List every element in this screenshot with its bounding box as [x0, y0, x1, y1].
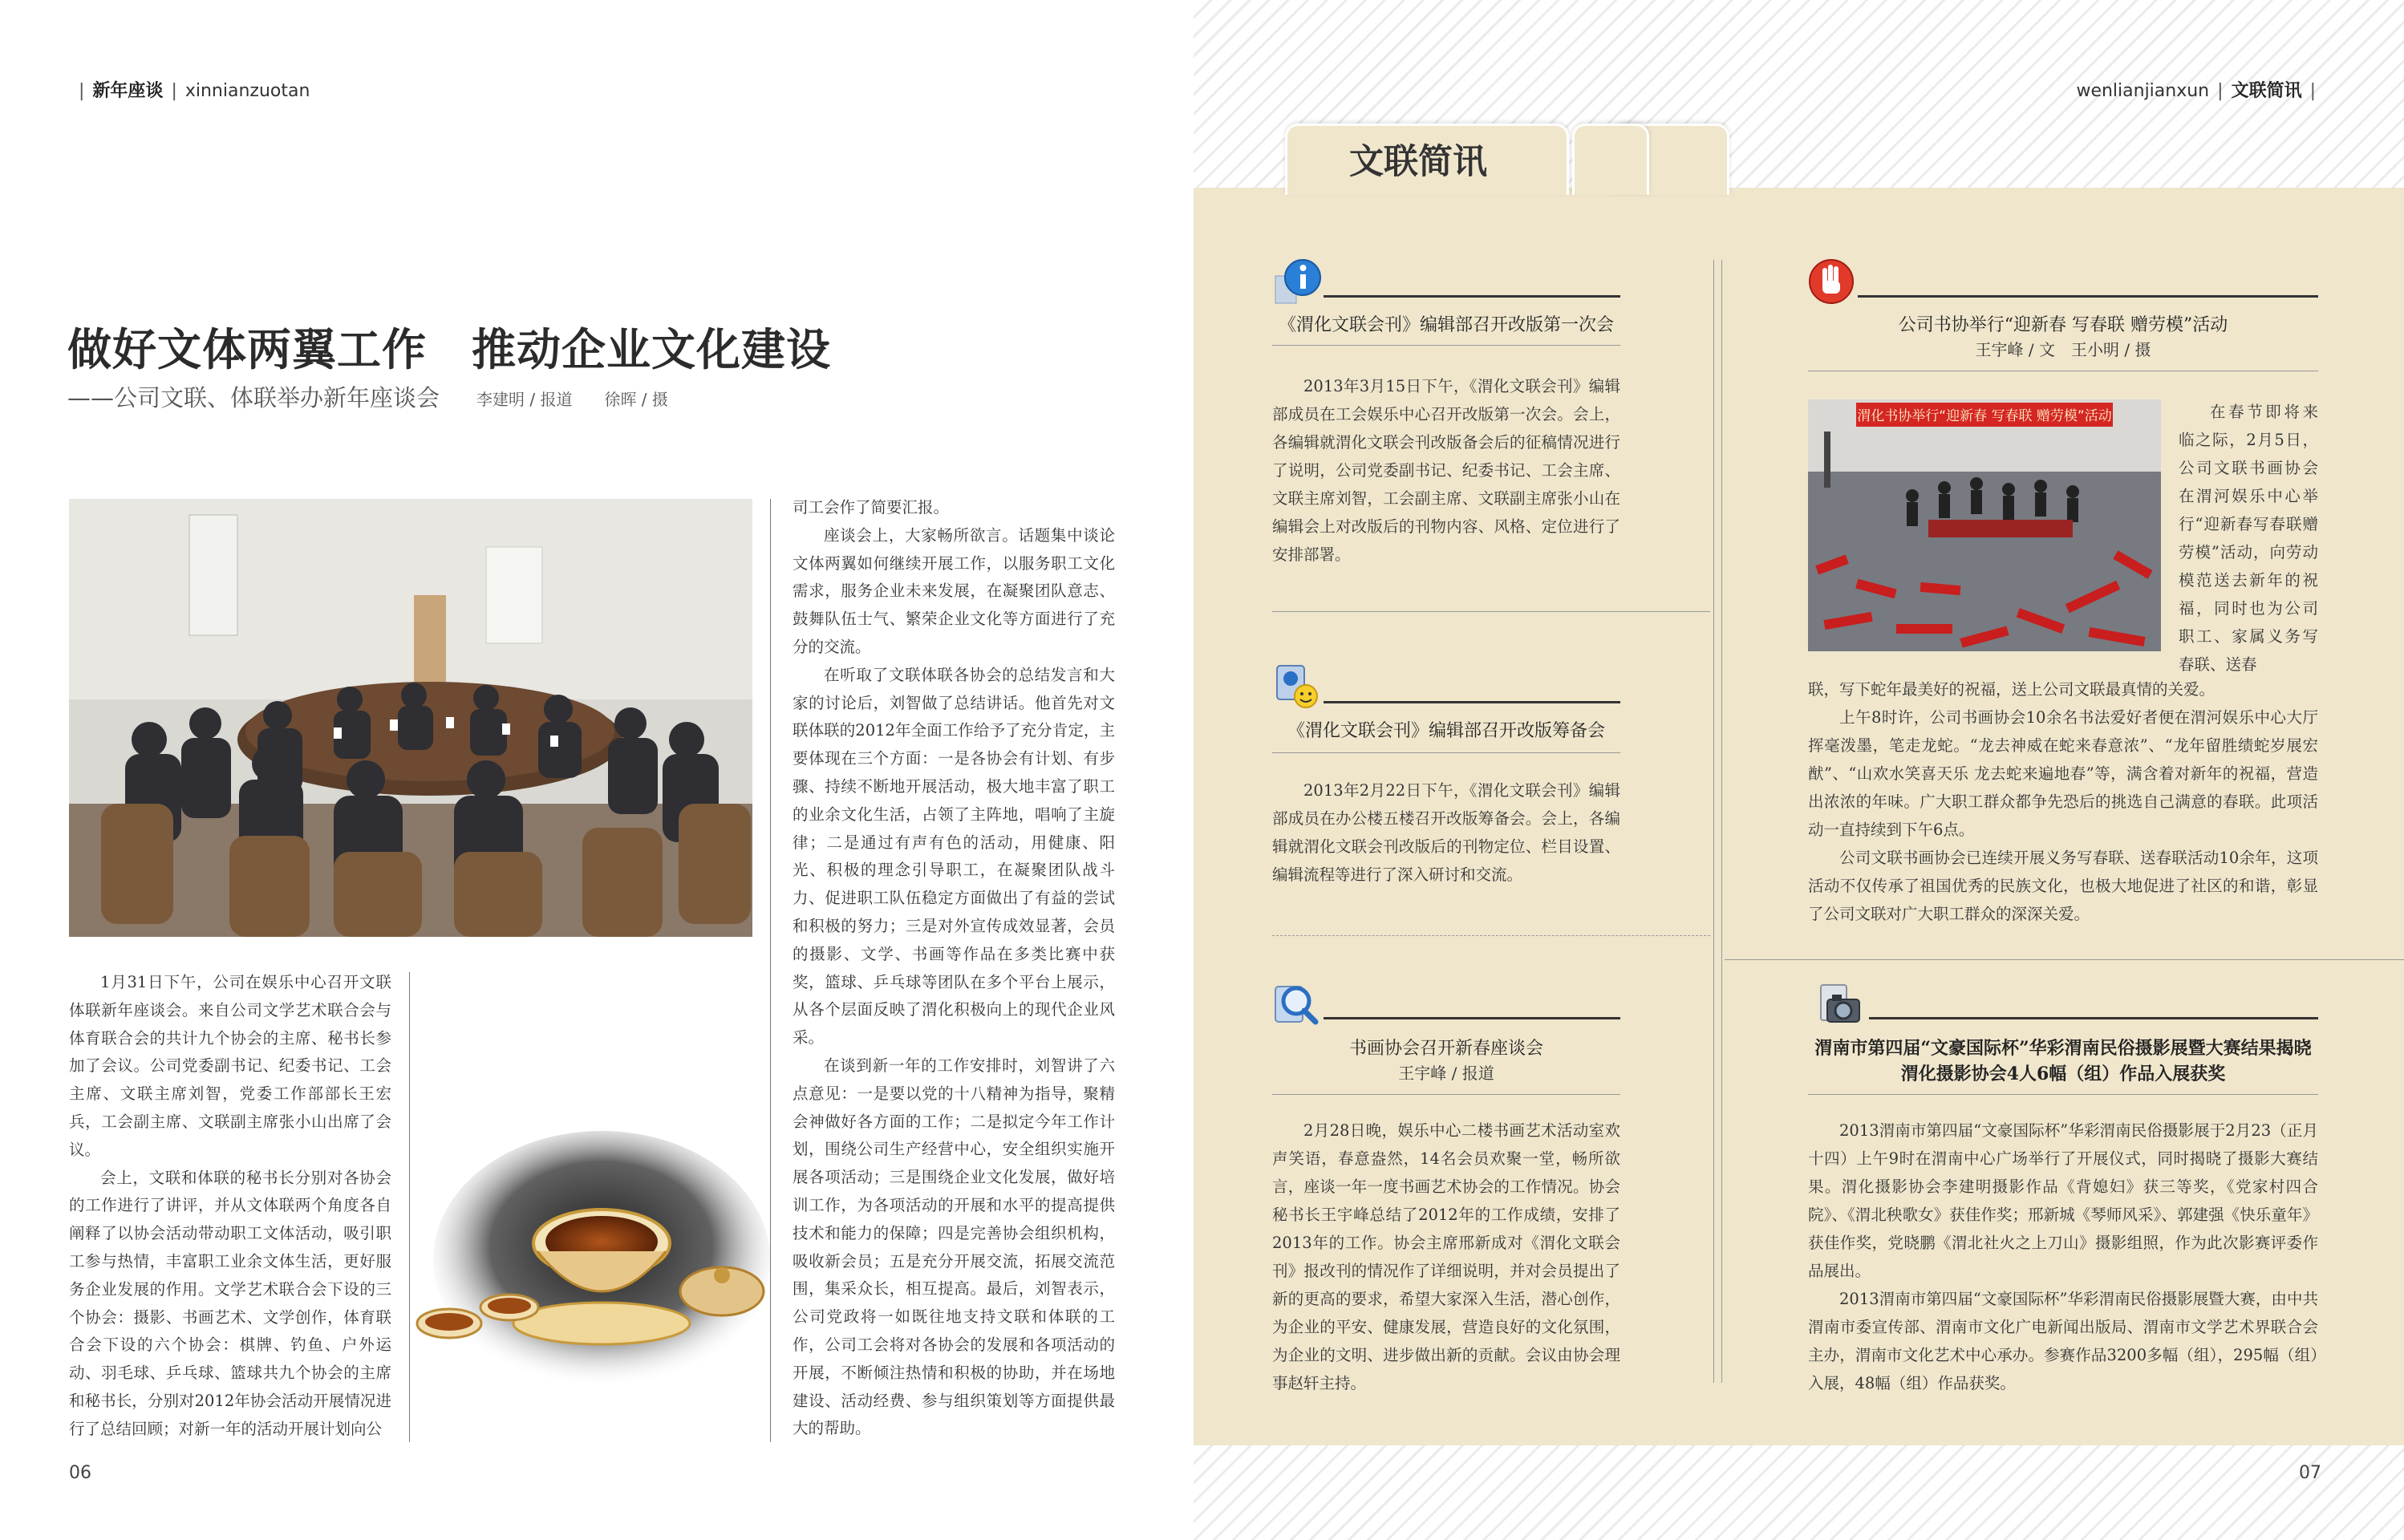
section-rule [1858, 295, 2318, 298]
news-author-3: 王宇峰 / 报道 [1398, 1064, 1494, 1083]
camera-icon [1816, 979, 1866, 1028]
news-column-divider [1713, 260, 1714, 1383]
title-underline [1272, 1094, 1620, 1095]
column-divider [770, 499, 771, 1442]
news-title-5: 渭南市第四届“文豪国际杯”华彩渭南民俗摄影展暨大赛结果揭晓 [1814, 1038, 2312, 1059]
page-number-right: 07 [2299, 1463, 2321, 1483]
news-paragraph: 2013年3月15日下午，《渭化文联会刊》编辑部成员在工会娱乐中心召开改版第一次会。会上，各编辑就渭化文联会刊改版备会后的征稿情况进行了说明，公司党委副书记、纪委书记、工会主席、文联主席刘智，工会副主席、文联副主席张小山在编辑会上对改版后的刊物内容、风格、定位进行了安排部署。 [1272, 377, 1620, 564]
meeting-photo [69, 499, 752, 937]
section-rule [1324, 1017, 1620, 1019]
news-author-4: 王宇峰 / 文 王小明 / 摄 [1975, 340, 2151, 359]
right-section-pinyin: wenlianjianxun [2076, 81, 2210, 101]
article-paragraph: 在谈到新一年的工作安排时，刘智讲了六点意见：一是要以党的十八精神为指导，聚精会神做好各方面的工作；二是拟定今年工作计划，围绕公司生产经营中心，安全组织实施开展各项活动；三是围绕企业文化发展，做好培训工作，为各项活动的开展和水平的提高提供技术和能力的保障；四是完善协会组织机构，吸收新会员；五是充分开展交流，拓展交流范围，集采众长，相互提高。最后，刘智表示，公司党政将一如既往地支持文联和体联的工作，公司工会将对各协会的发展和各项活动的开展，不断倾注热情和积极的协助，并在场地建设、活动经费、参与组织策划等方面提供最大的帮助。 [793, 1056, 1115, 1438]
title-underline [1272, 345, 1620, 346]
article-paragraph: 在听取了文联体联各协会的总结发言和大家的讨论后，刘智做了总结讲话。他首先对文联体联的2012年全面工作给予了充分肯定，主要体现在三个方面：一是各协会有计划、有步骤、持续不断地开展活动，极大地丰富了职工的业余文化生活，占领了主阵地，唱响了主旋律；二是通过有声有色的活动，用健康、阳光、积极的理念引导职工，在凝聚团队战斗力、促进职工队伍稳定方面做出了有益的尝试和积极的努力；三是对外宣传成效显著，会员的摄影、文学、书画等作品在多类比赛中获奖，篮球、乒乓球等团队在多个平台上展示，从各个层面反映了渭化积极向上的现代企业风采。 [793, 665, 1115, 1048]
article-paragraph: 司工会作了简要汇报。 [793, 498, 950, 517]
right-section-name: 文联简讯 [2231, 81, 2302, 101]
title-underline [1808, 1094, 2318, 1095]
news-body-3 [1272, 1116, 1620, 1397]
page-number-left: 06 [69, 1463, 91, 1483]
news-paragraph: 上午8时许，公司书画协会10余名书法爱好者便在渭河娱乐中心大厅挥毫泼墨，笔走龙蛇。“龙去神威在蛇来春意浓”、“龙年留胜绩蛇岁展宏猷”、“山欢水笑喜天乐 龙去蛇来遍地春”等，满含着对新年的祝福，营造出浓浓的年味。广大职工群众都争先恐后的挑选自己满意的春联。此项活动一直持续到下午6点。 [1808, 708, 2318, 839]
title-underline [1272, 752, 1620, 753]
news-body-4 [1808, 675, 2318, 928]
news-paragraph: 在春节即将来临之际，2月5日，公司文联书画协会在渭河娱乐中心举行“迎新春写春联赠劳模”活动，向劳动模范送去新年的祝福，同时也为公司职工、家属义务写春联、送春 [2179, 403, 2318, 674]
news-column-divider [1721, 260, 1722, 1383]
tab-title: 文联简讯 [1349, 142, 1487, 182]
section-rule [1324, 295, 1620, 298]
news-paragraph: 公司文联书画协会已连续开展义务写春联、送春联活动10余年，这项活动不仅传承了祖国优秀的民族文化，也极大地促进了社区的和谐，彰显了公司文联对广大职工群众的深深关爱。 [1808, 849, 2318, 923]
news-body-4-beside [2179, 398, 2318, 679]
photo-banner-text: 渭化书协举行“迎新春 写春联 赠劳模”活动 [1857, 408, 2112, 424]
news-title-2: 《渭化文联会刊》编辑部召开改版筹备会 [1287, 721, 1605, 741]
section-rule [1869, 1017, 2318, 1019]
section-rule [1324, 701, 1620, 703]
news-title-3: 书画协会召开新春座谈会 [1348, 1039, 1543, 1059]
news-paragraph: 2月28日晚，娱乐中心二楼书画艺术活动室欢声笑语，春意盎然，14名会员欢聚一堂，畅所欲言，座谈一年一度书画艺术协会的工作情况。协会秘书长王宇峰总结了2012年的工作成绩，安排了2013年的工作。协会主席邢新成对《渭化文联会刊》报改刊的情况作了详细说明，并对会员提出了新的更高的要求，希望大家深入生活，潜心创作，为企业的平安、健康发展，营造良好的文化氛围，为企业的文明、进步做出新的贡献。会议由协会理事赵轩主持。 [1272, 1121, 1620, 1392]
article-column-2 [793, 494, 1115, 1443]
calligraphy-event-photo [1808, 399, 2161, 651]
column-divider [409, 972, 410, 1442]
left-section-name: 新年座谈 [92, 81, 164, 101]
smiley-icon [1272, 661, 1322, 711]
news-paragraph: 2013渭南市第四届“文豪国际杯”华彩渭南民俗摄影展于2月23（正月十四）上午9时在渭南中心广场举行了开展仪式，同时揭晓了摄影大赛结果。渭化摄影协会李建明摄影作品《背媳妇》获三等奖，《党家村四合院》、《渭北秧歌女》获佳作奖；邢新城《琴师风采》、郭建强《快乐童年》获佳作奖，党晓鹏《渭北社火之上刀山》摄影组照，作为此次影赛评委作品展出。 [1808, 1121, 2318, 1280]
left-section-pinyin: xinnianzuotan [184, 81, 310, 101]
article-paragraph: 1月31日下午，公司在娱乐中心召开文联体联新年座谈会。来自公司文学艺术联合会与体育联合会的共计九个协会的主席、秘书长参加了会议。公司党委副书记、纪委书记、工会主席、文联主席刘智，党委工作部部长王宏兵，工会副主席、文联副主席张小山出席了会议。 [69, 973, 391, 1159]
tea-illustration [401, 1123, 786, 1420]
article-byline: 李建明 / 报道 徐晖 / 摄 [476, 390, 668, 409]
news-row-divider [1725, 959, 2404, 960]
left-header: | 新年座谈 | xinnianzuotan [79, 81, 310, 101]
news-paragraph: 联，写下蛇年最美好的祝福，送上公司文联最真情的关爱。 [1808, 680, 2215, 699]
news-row-divider [1272, 935, 1710, 936]
article-paragraph: 座谈会上，大家畅所欲言。话题集中谈论文体两翼如何继续开展工作，以服务职工文化需求，服务企业未来发展，在凝聚团队意志、鼓舞队伍士气、繁荣企业文化等方面进行了充分的交流。 [793, 525, 1115, 656]
magnifier-icon [1272, 979, 1322, 1028]
news-paragraph: 2013渭南市第四届“文豪国际杯”华彩渭南民俗摄影展暨大赛，由中共渭南市委宣传部、渭南市文化广电新闻出版局、渭南市文学艺术界联合会主办，渭南市文化艺术中心承办。参赛作品3200多幅（组），295幅（组）入展，48幅（组）作品获奖。 [1808, 1290, 2318, 1392]
hand-icon [1806, 257, 1856, 306]
news-title-5-line2: 渭化摄影协会4人6幅（组）作品入展获奖 [1900, 1064, 2226, 1084]
article-column-1 [69, 969, 391, 1444]
info-icon [1272, 257, 1322, 306]
news-body-2 [1272, 776, 1620, 889]
news-body-5 [1808, 1116, 2318, 1397]
folder-tab-back-1 [1572, 124, 1649, 195]
article-subtitle: ——公司文联、体联举办新年座谈会 [67, 384, 440, 411]
news-row-divider [1272, 611, 1710, 612]
right-header: wenlianjianxun | 文联简讯 | [2076, 81, 2316, 101]
article-title: 做好文体两翼工作 推动企业文化建设 [67, 324, 832, 375]
news-paragraph: 2013年2月22日下午，《渭化文联会刊》编辑部成员在办公楼五楼召开改版筹备会。会上，各编辑就渭化文联会刊改版后的刊物定位、栏目设置、编辑流程等进行了深入研讨和交流。 [1272, 781, 1620, 884]
news-body-1 [1272, 372, 1620, 569]
article-paragraph: 会上，文联和体联的秘书长分别对各协会的工作进行了讲评，并从文体联两个角度各自阐释了以协会活动带动职工文体活动，吸引职工参与热情，丰富职工业余文体生活，更好服务企业发展的作用。文学艺术联合会下设的三个协会：摄影、书画艺术、文学创作，体育联合会下设的六个协会：棋牌、钓鱼、户外运动、羽毛球、乒乓球、篮球共九个协会的主席和秘书长，分别对2012年协会活动开展情况进行了总结回顾；对新一年的活动开展计划向公 [69, 1168, 391, 1438]
news-title-1: 《渭化文联会刊》编辑部召开改版第一次会 [1278, 315, 1614, 335]
news-title-4: 公司书协举行“迎新春 写春联 赠劳模”活动 [1898, 315, 2228, 335]
